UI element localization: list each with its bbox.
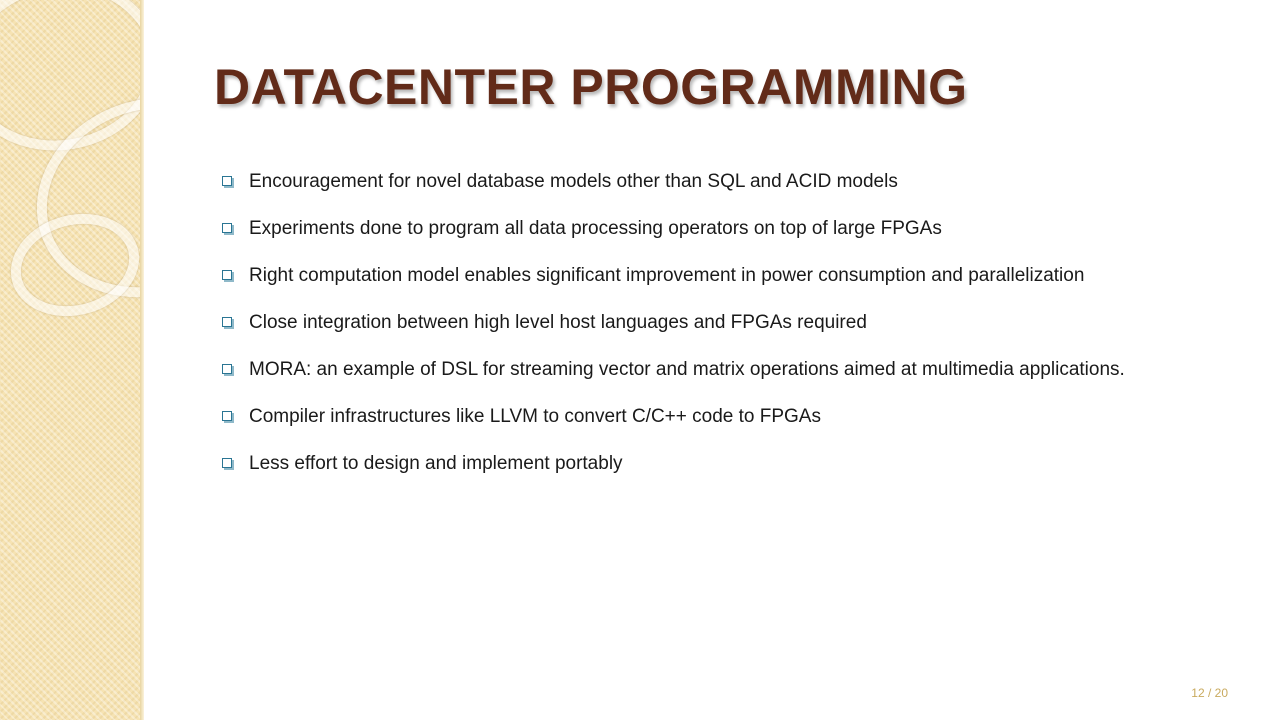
slide-page-number: 12 / 20: [1191, 686, 1228, 700]
square-bullet-icon: [222, 411, 232, 421]
bullet-text: Close integration between high level host languages and FPGAs required: [249, 312, 867, 333]
square-bullet-icon: [222, 458, 232, 468]
bullet-item: [222, 209, 1232, 248]
bullet-list: [222, 162, 1232, 491]
square-bullet-icon: [222, 317, 232, 327]
square-bullet-icon: [222, 176, 232, 186]
square-bullet-icon: [222, 270, 232, 280]
bullet-text: Less effort to design and implement portably: [249, 453, 623, 474]
bullet-item: [222, 350, 1232, 389]
bullet-item: [222, 444, 1232, 483]
bullet-text: MORA: an example of DSL for streaming vector and matrix operations aimed at multimedia applications.: [249, 359, 1125, 380]
bullet-text: Compiler infrastructures like LLVM to convert C/C++ code to FPGAs: [249, 406, 821, 427]
bullet-item: [222, 162, 1232, 201]
side-band-edge: [140, 0, 144, 720]
bullet-text: Right computation model enables significant improvement in power consumption and parallelization: [249, 265, 1085, 286]
bullet-item: [222, 303, 1232, 342]
square-bullet-icon: [222, 223, 232, 233]
bullet-text: Experiments done to program all data processing operators on top of large FPGAs: [249, 218, 942, 239]
slide-title: DATACENTER PROGRAMMING: [214, 59, 968, 115]
bullet-text: Encouragement for novel database models other than SQL and ACID models: [249, 171, 898, 192]
decorative-side-band: [0, 0, 142, 720]
bullet-item: [222, 397, 1232, 436]
bullet-item: [222, 256, 1232, 295]
square-bullet-icon: [222, 364, 232, 374]
